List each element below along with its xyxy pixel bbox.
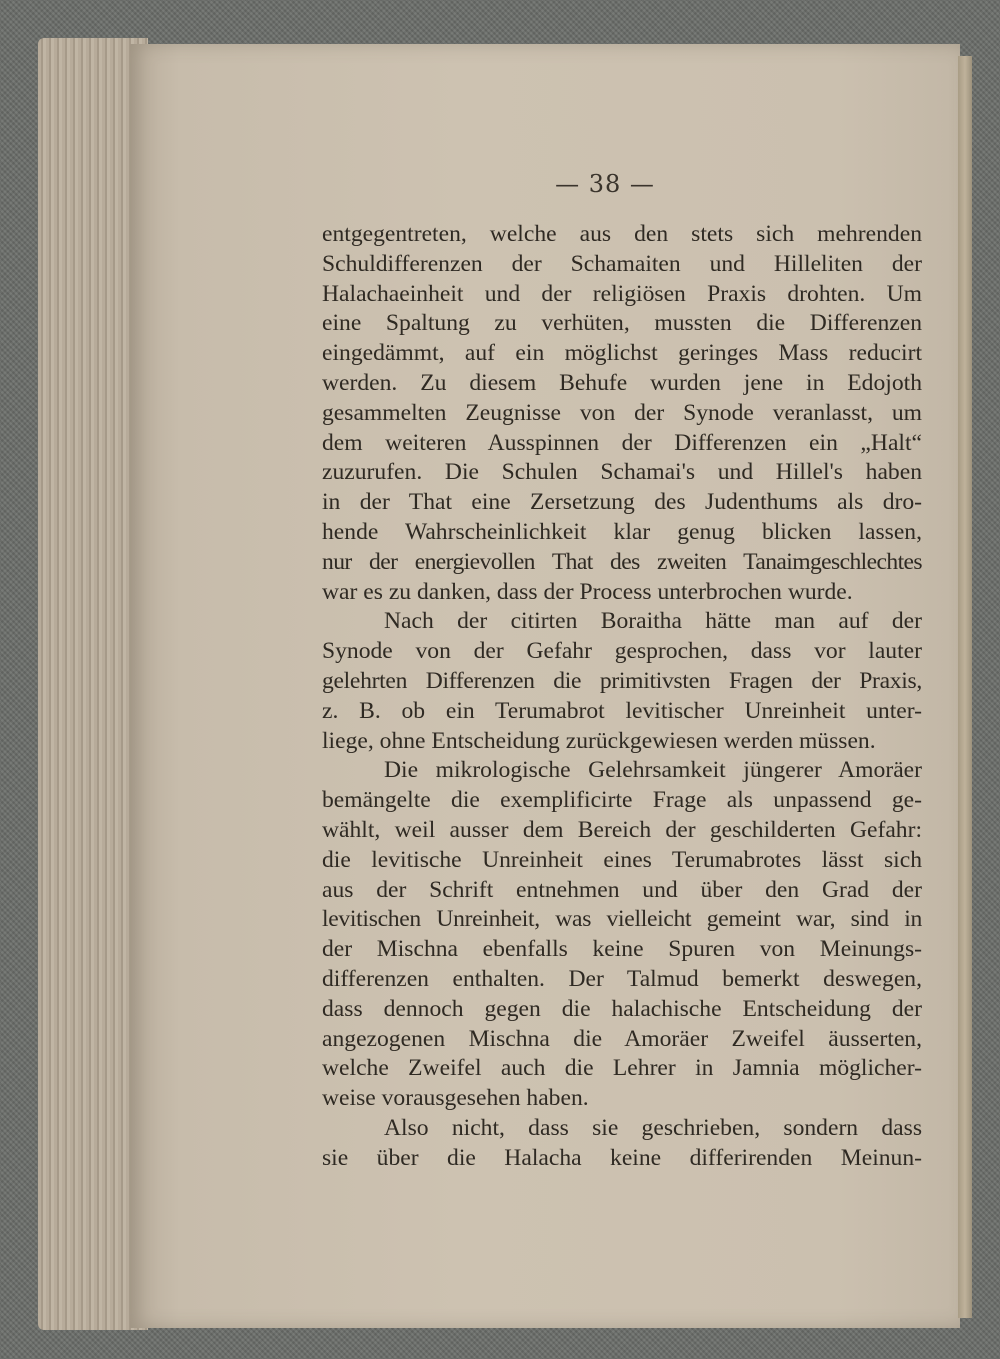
page-gutter [958,56,972,1318]
text-line: gelehrten Differenzen die primitivsten Fragen der Praxis, [322,667,922,694]
text-line: dem weiteren Ausspinnen der Differenzen ein „Halt“ [322,429,922,456]
text-line: Synode von der Gefahr gesprochen, dass vor lauter [322,638,922,665]
text-line: werden. Zu diesem Behufe wurden jene in Edojoth [322,369,922,396]
text-line: bemängelte die exemplificirte Frage als unpassend ge- [322,787,922,814]
text-line: wählt, weil ausser dem Bereich der geschilderten Gefahr: [322,816,922,843]
text-line: nur der energievollen That des zweiten Tanaimgeschlechtes [322,548,922,575]
text-line: dass dennoch gegen die halachische Entscheidung der [322,995,922,1022]
text-line: sie über die Halacha keine differirenden Meinun- [322,1144,922,1171]
text-line: differenzen enthalten. Der Talmud bemerkt deswegen, [322,965,922,992]
text-line: levitischen Unreinheit, was vielleicht gemeint war, sind in [322,906,922,933]
text-line: weise vorausgesehen haben. [322,1085,589,1112]
text-line: Schuldifferenzen der Schamaiten und Hilleliten der [322,250,922,277]
text-line: liege, ohne Entscheidung zurückgewiesen werden müssen. [322,727,876,754]
text-line: in der That eine Zersetzung des Judenthums als dro- [322,489,922,516]
text-line: z. B. ob ein Terumabrot levitischer Unreinheit unter- [322,697,922,724]
body-text [322,220,922,1174]
text-line: hende Wahrscheinlichkeit klar genug blicken lassen, [322,518,922,545]
text-line: Nach der citirten Boraitha hätte man auf der [384,608,922,635]
text-line: entgegentreten, welche aus den stets sich mehrenden [322,221,922,247]
text-line: Die mikrologische Gelehrsamkeit jüngerer Amoräer [384,757,922,784]
text-line: gesammelten Zeugnisse von der Synode veranlasst, um [322,399,922,426]
text-line: zuzurufen. Die Schulen Schamai's und Hillel's haben [322,459,922,486]
text-line: welche Zweifel auch die Lehrer in Jamnia möglicher- [322,1055,922,1082]
text-line: aus der Schrift entnehmen und über den Grad der [322,876,922,903]
text-line: eingedämmt, auf ein möglichst geringes Mass reducirt [322,340,922,367]
page-number: — 38 — [555,170,655,198]
text-line: eine Spaltung zu verhüten, mussten die Differenzen [322,310,922,337]
text-line: war es zu danken, dass der Process unterbrochen wurde. [322,578,853,605]
text-line: der Mischna ebenfalls keine Spuren von Meinungs- [322,936,922,963]
text-line: angezogenen Mischna die Amoräer Zweifel äusserten, [322,1025,922,1052]
text-line: Halachaeinheit und der religiösen Praxis drohten. Um [322,280,922,307]
text-line: die levitische Unreinheit eines Terumabrotes lässt sich [322,846,922,873]
text-line: Also nicht, dass sie geschrieben, sondern dass [384,1114,922,1141]
